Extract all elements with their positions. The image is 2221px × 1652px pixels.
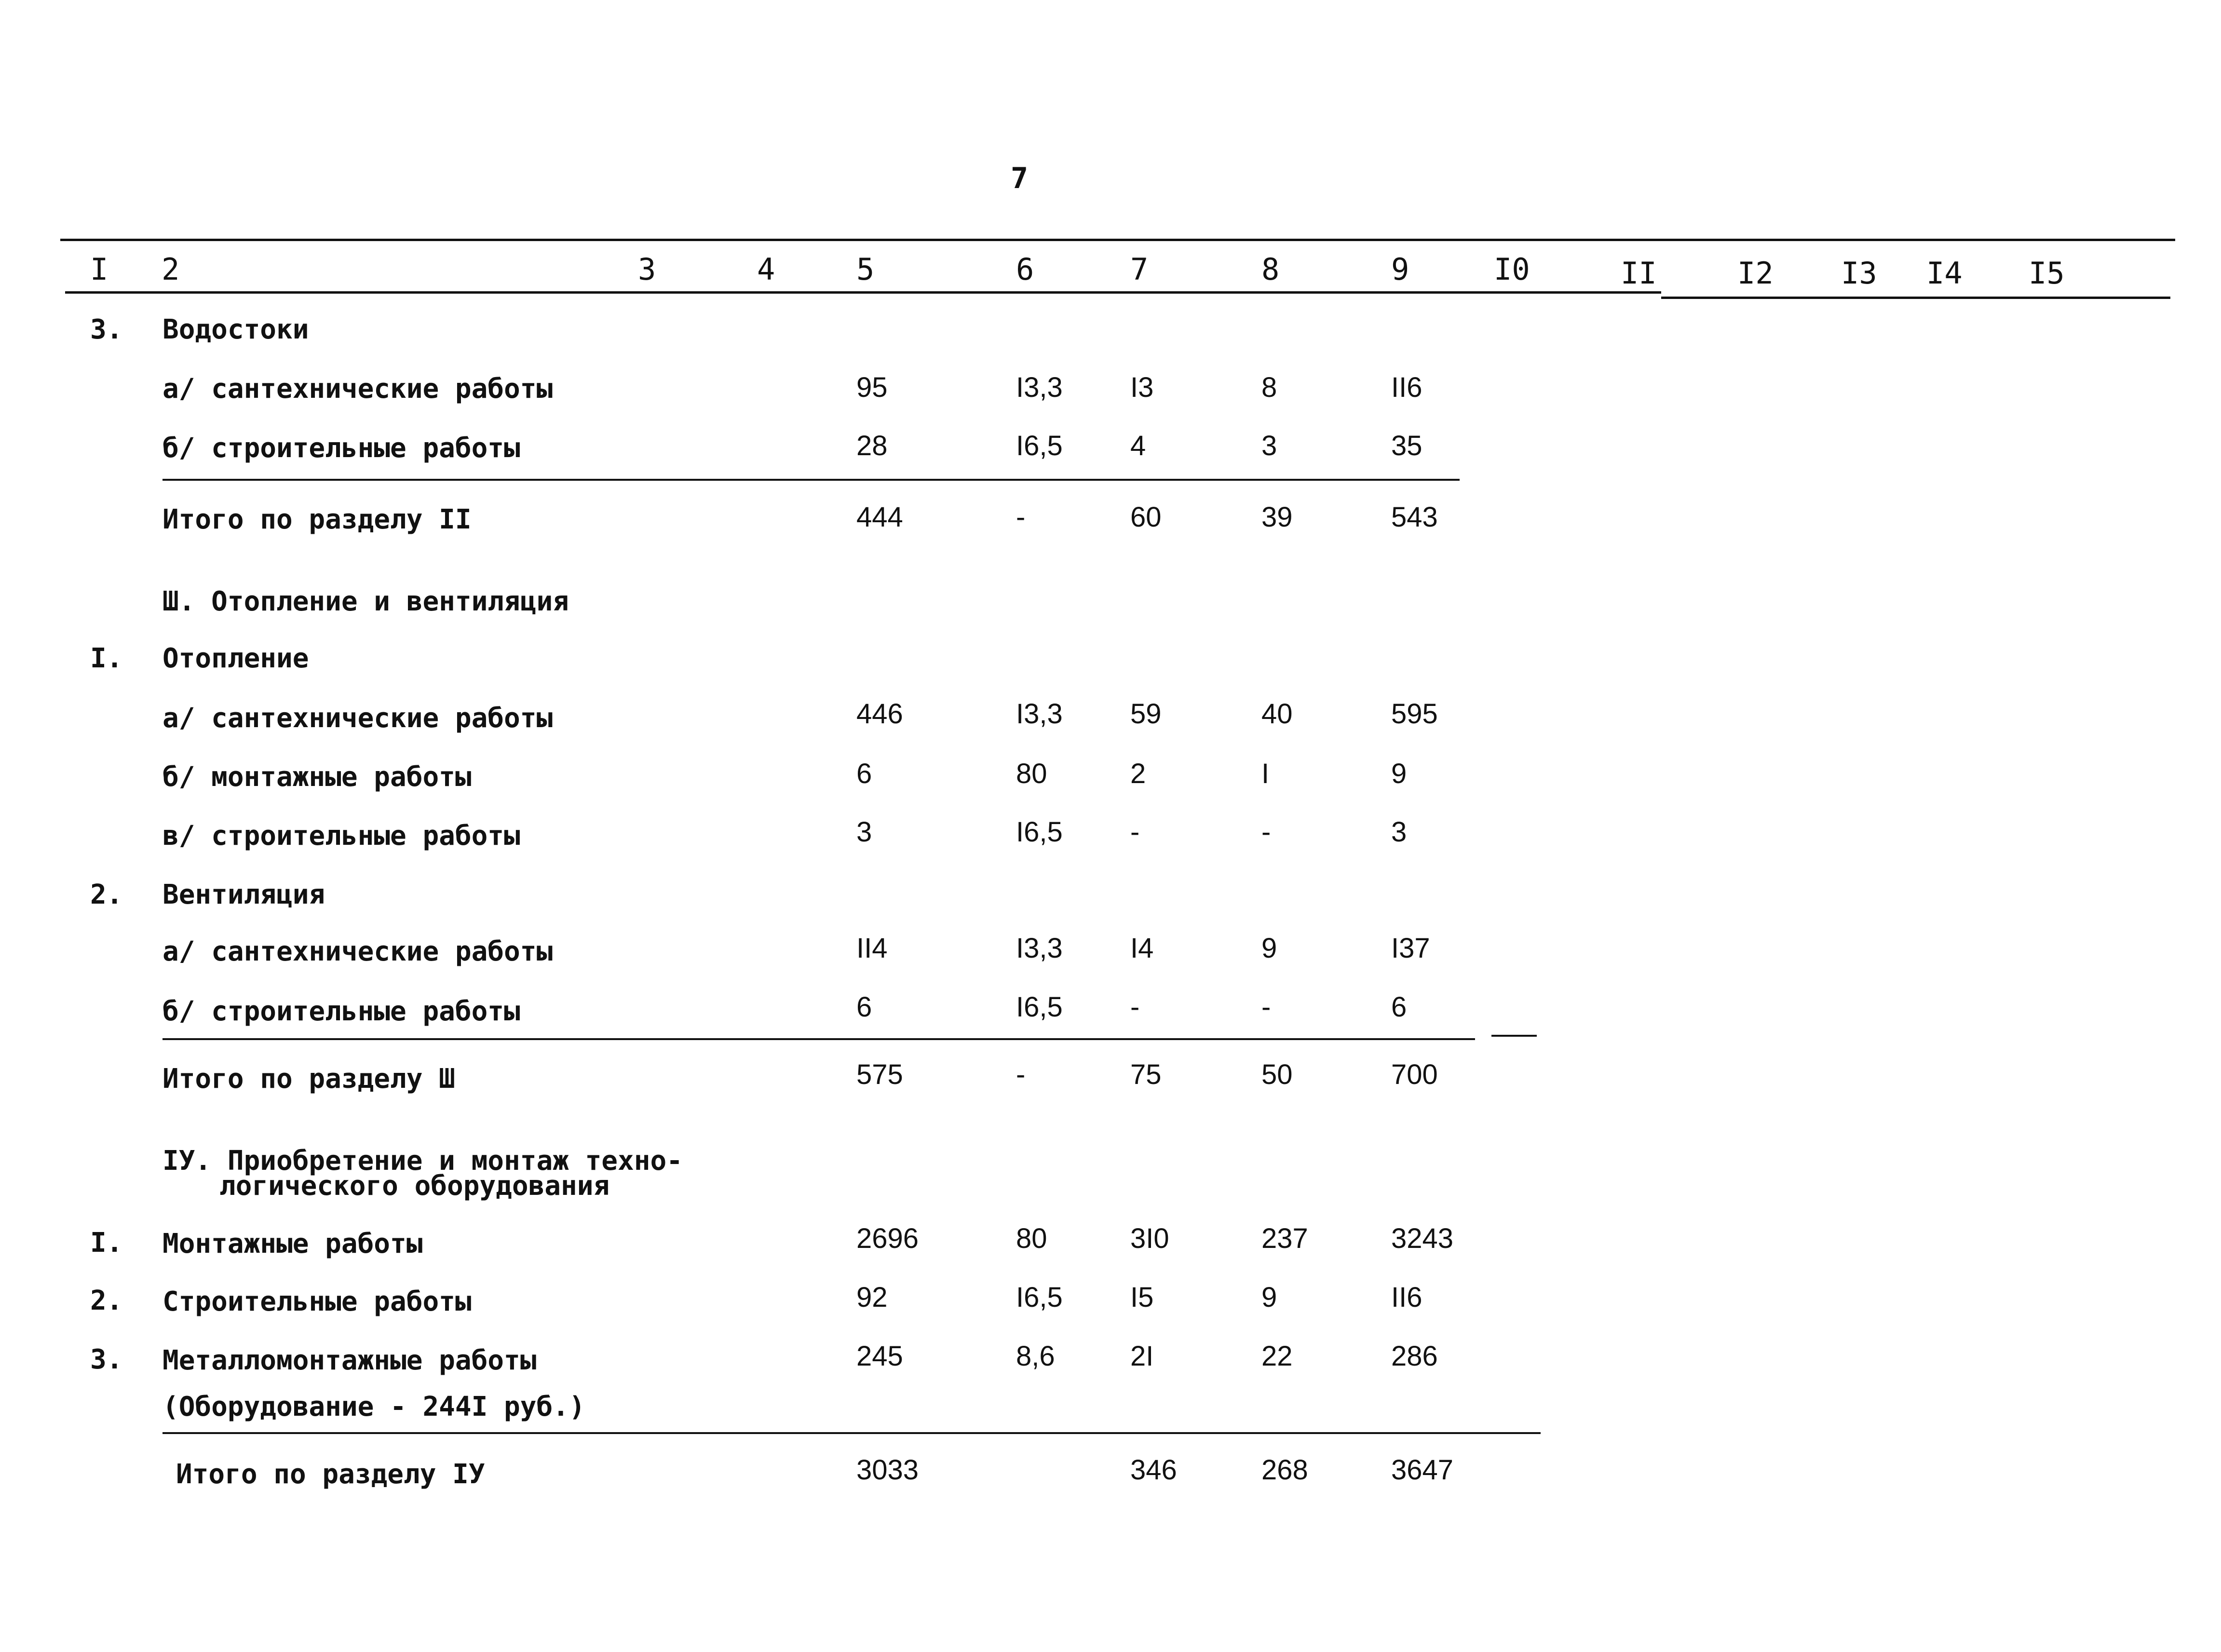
- row-number: I.: [90, 1227, 123, 1259]
- cell-col-8: 268: [1261, 1454, 1308, 1486]
- cell-col-9: I37: [1391, 933, 1430, 964]
- cell-col-6: I6,5: [1016, 816, 1063, 848]
- section-title: Ш. Отопление и вентиляция: [163, 586, 569, 617]
- cell-col-9: II6: [1391, 1282, 1422, 1313]
- cell-col-8: 3: [1261, 430, 1277, 461]
- row-number: 2.: [90, 1285, 123, 1316]
- cell-col-9: 286: [1391, 1341, 1438, 1372]
- row-number: 2.: [90, 879, 123, 910]
- row-name: а/ сантехнические работы: [163, 703, 553, 734]
- row-name: Отопление: [163, 643, 309, 674]
- cell-col-9: 3243: [1391, 1223, 1454, 1254]
- cell-col-5: II4: [856, 933, 888, 964]
- column-header-8: 8: [1261, 252, 1280, 287]
- column-header-15: I5: [2029, 256, 2065, 291]
- column-header-10: I0: [1494, 252, 1530, 287]
- cell-col-7: 3I0: [1130, 1223, 1169, 1254]
- cell-col-5: 446: [856, 698, 903, 730]
- row-name: Строительные работы: [163, 1286, 472, 1317]
- cell-col-5: 3033: [856, 1454, 919, 1486]
- row-name: в/ строительные работы: [163, 820, 520, 852]
- cell-col-8: 50: [1261, 1059, 1293, 1090]
- cell-col-5: 3: [856, 816, 872, 848]
- cell-col-8: 9: [1261, 1282, 1277, 1313]
- cell-col-7: 4: [1130, 430, 1146, 461]
- cell-col-5: 245: [856, 1341, 903, 1372]
- column-header-12: I2: [1737, 256, 1774, 291]
- cell-col-8: I: [1261, 758, 1270, 789]
- cell-col-6: I3,3: [1016, 698, 1063, 730]
- cell-col-8: -: [1261, 991, 1271, 1023]
- row-name: Водостоки: [163, 314, 309, 345]
- cell-col-5: 92: [856, 1282, 888, 1313]
- cell-col-7: I5: [1130, 1282, 1154, 1313]
- cell-col-8: 39: [1261, 501, 1293, 533]
- cell-col-7: 59: [1130, 698, 1162, 730]
- cell-col-7: I4: [1130, 933, 1154, 964]
- cell-col-9: 700: [1391, 1059, 1438, 1090]
- header-top-rule: [60, 239, 2175, 241]
- row-name: Итого по разделу II: [163, 504, 472, 535]
- subtotal-rule-section-3-extra: [1491, 1035, 1537, 1037]
- row-name: Монтажные работы: [163, 1228, 423, 1259]
- section-title: IУ. Приобретение и монтаж техно-: [163, 1145, 683, 1177]
- cell-col-7: -: [1130, 991, 1140, 1023]
- row-number: 3.: [90, 1344, 123, 1375]
- subtotal-rule-section-2: [163, 479, 1460, 481]
- cell-col-6: I3,3: [1016, 372, 1063, 403]
- cell-col-6: -: [1016, 501, 1026, 533]
- column-header-11: II: [1621, 256, 1657, 291]
- cell-col-6: I6,5: [1016, 430, 1063, 461]
- cell-col-9: 35: [1391, 430, 1422, 461]
- cell-col-6: I3,3: [1016, 933, 1063, 964]
- cell-col-9: 9: [1391, 758, 1407, 789]
- subtotal-rule-section-3: [163, 1038, 1475, 1040]
- cell-col-5: 6: [856, 758, 872, 789]
- row-number: 3.: [90, 314, 123, 345]
- cell-col-6: 8,6: [1016, 1341, 1055, 1372]
- cell-col-8: 9: [1261, 933, 1277, 964]
- row-name: а/ сантехнические работы: [163, 373, 553, 405]
- cell-col-9: 543: [1391, 501, 1438, 533]
- cell-col-5: 2696: [856, 1223, 919, 1254]
- cell-col-7: 346: [1130, 1454, 1177, 1486]
- row-note: (Оборудование - 244I руб.): [163, 1391, 585, 1422]
- cell-col-8: 8: [1261, 372, 1277, 403]
- cell-col-7: -: [1130, 816, 1140, 848]
- column-header-4: 4: [757, 252, 775, 287]
- row-name: Вентиляция: [163, 879, 325, 910]
- cell-col-8: -: [1261, 816, 1271, 848]
- section-title-continued: логического оборудования: [219, 1170, 610, 1202]
- cell-col-7: 75: [1130, 1059, 1162, 1090]
- subtotal-rule-section-4: [163, 1432, 1541, 1434]
- cell-col-7: 2: [1130, 758, 1146, 789]
- cell-col-8: 237: [1261, 1223, 1308, 1254]
- column-header-1: I: [90, 252, 108, 287]
- page-number: 7: [1011, 162, 1029, 195]
- row-name: Итого по разделу Ш: [163, 1063, 455, 1095]
- column-header-6: 6: [1016, 252, 1034, 287]
- cell-col-8: 22: [1261, 1341, 1293, 1372]
- cell-col-9: 6: [1391, 991, 1407, 1023]
- row-name: а/ сантехнические работы: [163, 936, 553, 967]
- column-header-13: I3: [1841, 256, 1877, 291]
- cell-col-8: 40: [1261, 698, 1293, 730]
- header-bottom-rule-right: [1661, 297, 2170, 299]
- cell-col-7: 60: [1130, 501, 1162, 533]
- cell-col-5: 95: [856, 372, 888, 403]
- cell-col-5: 575: [856, 1059, 903, 1090]
- cell-col-7: 2I: [1130, 1341, 1154, 1372]
- cell-col-6: -: [1016, 1059, 1026, 1090]
- cell-col-6: I6,5: [1016, 1282, 1063, 1313]
- cell-col-5: 444: [856, 501, 903, 533]
- column-header-9: 9: [1391, 252, 1409, 287]
- row-name: б/ строительные работы: [163, 996, 520, 1027]
- cell-col-6: 80: [1016, 758, 1047, 789]
- row-name: Итого по разделу IУ: [176, 1459, 485, 1490]
- cell-col-9: 595: [1391, 698, 1438, 730]
- column-header-7: 7: [1130, 252, 1149, 287]
- row-number: I.: [90, 643, 123, 674]
- column-header-14: I4: [1926, 256, 1963, 291]
- row-name: б/ монтажные работы: [163, 761, 472, 793]
- cell-col-9: II6: [1391, 372, 1422, 403]
- row-name: б/ строительные работы: [163, 433, 520, 464]
- cell-col-9: 3647: [1391, 1454, 1454, 1486]
- cell-col-6: I6,5: [1016, 991, 1063, 1023]
- column-header-2: 2: [162, 252, 180, 287]
- cell-col-6: 80: [1016, 1223, 1047, 1254]
- row-name: Металломонтажные работы: [163, 1345, 537, 1376]
- cell-col-5: 28: [856, 430, 888, 461]
- column-header-5: 5: [856, 252, 875, 287]
- cell-col-9: 3: [1391, 816, 1407, 848]
- header-bottom-rule-left: [65, 291, 1661, 294]
- cell-col-7: I3: [1130, 372, 1154, 403]
- column-header-3: 3: [638, 252, 656, 287]
- cell-col-5: 6: [856, 991, 872, 1023]
